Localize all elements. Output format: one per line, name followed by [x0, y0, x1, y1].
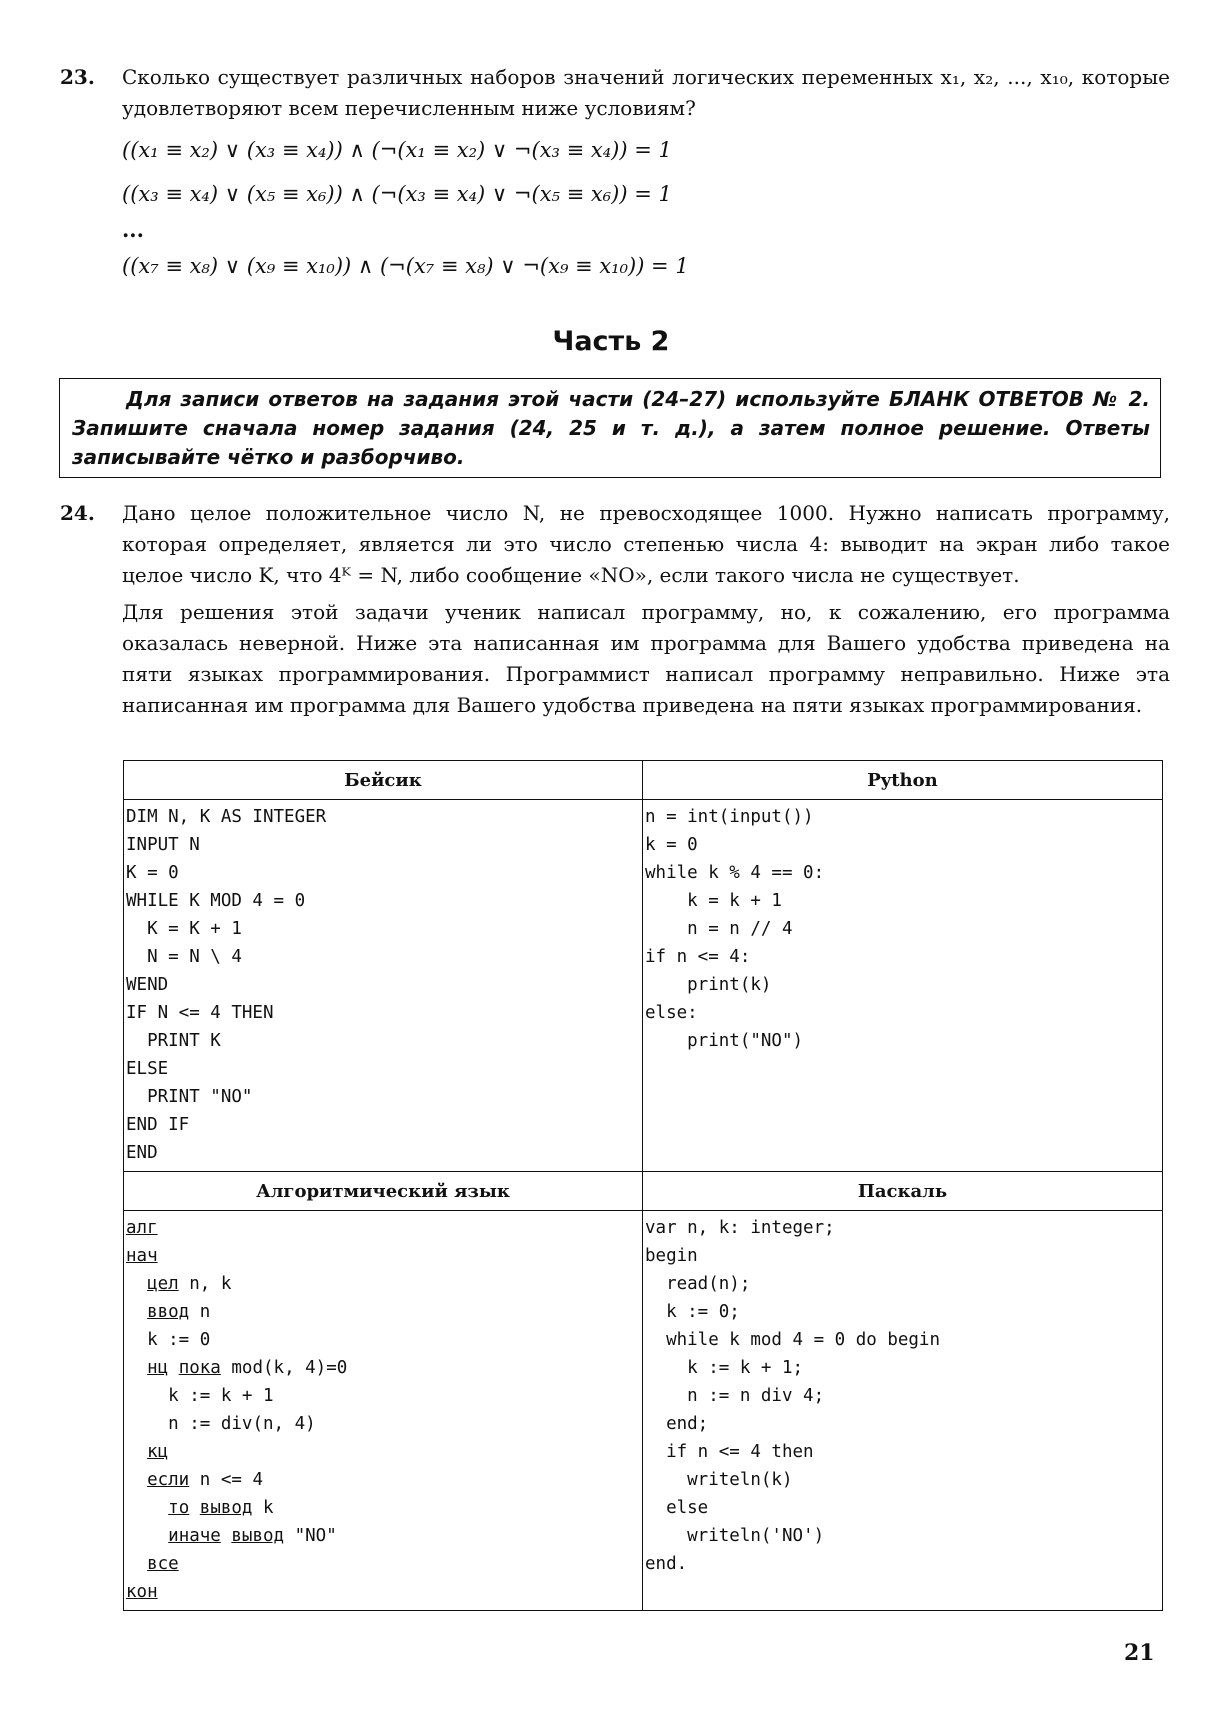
task-paragraph: Для решения этой задачи ученик написал программу, но, к сожалению, его программа оказалась неверной. Ниже эта написанная им программа для Вашего удобства приведена на пяти языках программирования. Программист написал программу неправильно. Ниже эта написанная им программа для Вашего удобства приведена на пяти языках программирования. [122, 600, 1170, 717]
task-paragraph: Дано целое положительное число N, не превосходящее 1000. Нужно написать программу, которая определяет, является ли это число степенью числа 4: выводит на экран либо такое целое число K, что 4ᴷ = N, либо сообщение «NO», если такого числа не существует. [122, 501, 1170, 587]
task-24 [60, 498, 1170, 721]
python-code: n = int(input()) k = 0 while k % 4 == 0: k = k + 1 n = n // 4 if n <= 4: print(k) else: print("NO") [645, 807, 825, 1051]
notice-text: Для записи ответов на задания этой части (24–27) используйте БЛАНК ОТВЕТОВ № 2. Запишите сначала номер задания (24, 25 и т. д.), а затем полное решение. Ответы записывайте чётко и разборчиво. [72, 387, 1150, 469]
algo-keyword: то [168, 1498, 190, 1518]
page-number: 21 [1124, 1640, 1155, 1666]
algo-keyword: ввод [147, 1302, 190, 1322]
task-23 [60, 62, 1170, 288]
algo-code-line [126, 1438, 640, 1466]
algo-code-line [126, 1214, 640, 1242]
algo-code-line [126, 1242, 640, 1270]
algo-keyword: если [147, 1470, 190, 1490]
algo-code-line: k := k + 1 [168, 1386, 274, 1406]
algo-keyword: нач [126, 1246, 158, 1266]
algo-code-line [126, 1550, 640, 1578]
algo-code-line: то вывод k [168, 1498, 274, 1518]
algo-keyword: алг [126, 1218, 158, 1238]
algo-code-line [126, 1578, 640, 1606]
equation: ((x₇ ≡ x₈) ∨ (x₉ ≡ x₁₀)) ∧ (¬(x₇ ≡ x₈) ∨ ¬(x₉ ≡ x₁₀)) = 1 [122, 254, 689, 278]
algo-code-line: цел n, k [147, 1274, 232, 1294]
algo-keyword: все [147, 1554, 179, 1574]
code-table [123, 760, 1163, 1611]
algo-keyword: нц [147, 1358, 169, 1378]
equation: ((x₁ ≡ x₂) ∨ (x₃ ≡ x₄)) ∧ (¬(x₁ ≡ x₂) ∨ ¬(x₃ ≡ x₄)) = 1 [122, 138, 672, 162]
algo-code [124, 1211, 642, 1608]
task-question: Сколько существует различных наборов значений логических переменных x₁, x₂, ..., x₁₀, которые удовлетворяют всем перечисленным ниже условиям? [122, 65, 1170, 120]
basic-code: DIM N, K AS INTEGER INPUT N K = 0 WHILE K MOD 4 = 0 K = K + 1 N = N \ 4 WEND IF N <= 4 THEN PRINT K ELSE PRINT "NO" END IF END [126, 807, 327, 1163]
answer-instructions [59, 378, 1161, 478]
algo-keyword: иначе [168, 1526, 221, 1546]
task-number: 23. [60, 65, 95, 89]
algo-keyword: вывод [231, 1526, 285, 1546]
algo-keyword: пока [178, 1358, 221, 1378]
equation-ellipsis: ... [122, 217, 144, 242]
algo-code-line: иначе вывод "NO" [168, 1526, 337, 1546]
algo-code-line: k := 0 [147, 1330, 211, 1350]
algo-code-line: нц пока mod(k, 4)=0 [147, 1358, 348, 1378]
equation: ((x₃ ≡ x₄) ∨ (x₅ ≡ x₆)) ∧ (¬(x₃ ≡ x₄) ∨ ¬(x₅ ≡ x₆)) = 1 [122, 182, 672, 206]
algo-keyword: цел [147, 1274, 179, 1294]
task-number: 24. [60, 501, 95, 525]
algo-keyword: кон [126, 1582, 158, 1602]
algo-keyword: кц [147, 1442, 169, 1462]
pascal-code: var n, k: integer; begin read(n); k := 0; while k mod 4 = 0 do begin k := k + 1; n := n div 4; end; if n <= 4 then writeln(k) else writeln('NO') end. [645, 1218, 941, 1574]
column-header-pascal: Паскаль [643, 1172, 1163, 1211]
algo-code-line: ввод n [147, 1302, 211, 1322]
column-header-basic: Бейсик [124, 761, 643, 800]
column-header-python: Python [643, 761, 1163, 800]
algo-keyword: вывод [199, 1498, 253, 1518]
algo-code-line: если n <= 4 [147, 1470, 263, 1490]
part-title: Часть 2 [552, 326, 670, 357]
column-header-algo: Алгоритмический язык [124, 1172, 643, 1211]
algo-code-line: n := div(n, 4) [168, 1414, 316, 1434]
